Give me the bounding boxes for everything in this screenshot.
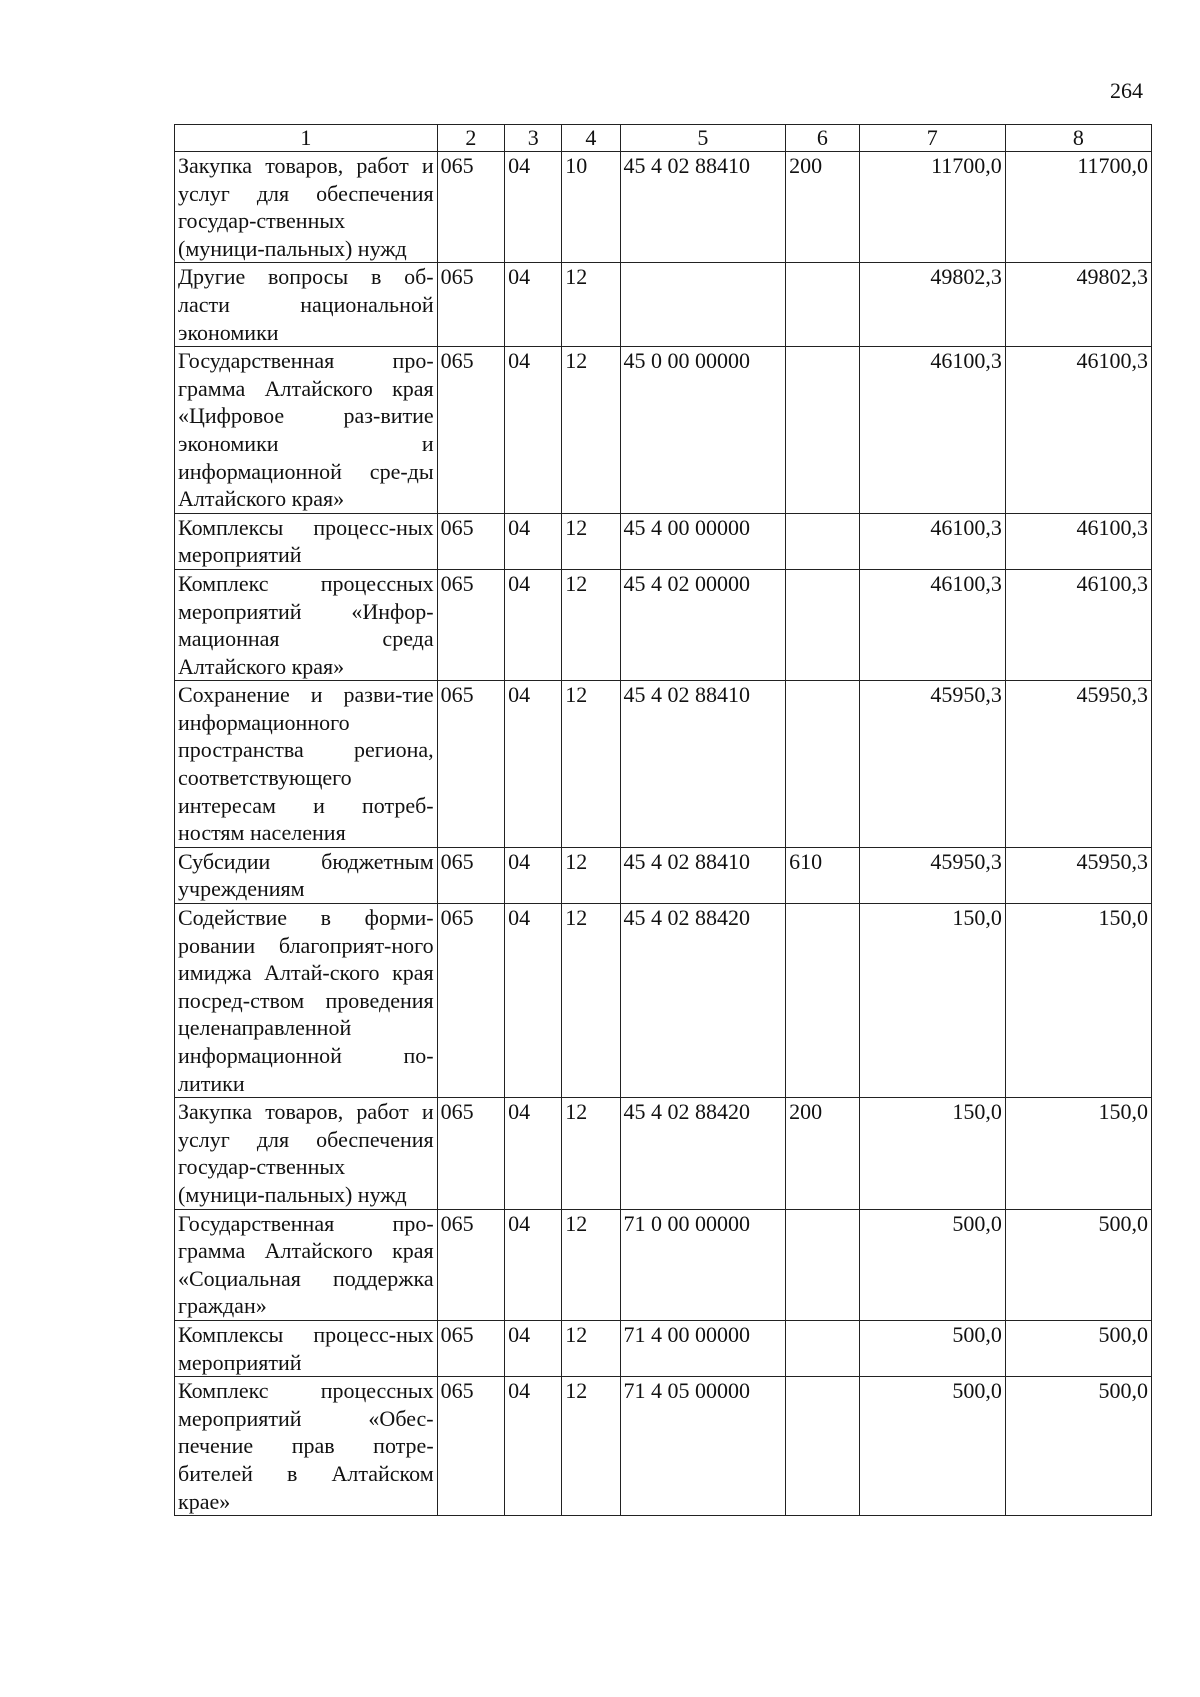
section-code: 04: [505, 1098, 562, 1209]
section-code: 04: [505, 569, 562, 680]
amount-col-7: 45950,3: [859, 847, 1005, 903]
ministry-code: 065: [437, 263, 504, 347]
row-name: Закупка товаров, работ и услуг для обеспечения государ-ственных (муници-пальных) нужд: [175, 1098, 438, 1209]
target-article-code: 45 4 02 88410: [620, 847, 786, 903]
subsection-code: 12: [562, 1098, 620, 1209]
subsection-code: 12: [562, 513, 620, 569]
subsection-code: 12: [562, 1209, 620, 1320]
ministry-code: 065: [437, 1209, 504, 1320]
row-name: Комплекс процессных мероприятий «Обес-печение прав потре-бителей в Алтайском крае»: [175, 1377, 438, 1516]
page-number: 264: [1110, 78, 1143, 103]
amount-col-7: 500,0: [859, 1320, 1005, 1376]
expense-type-code: [786, 347, 860, 514]
ministry-code: 065: [437, 904, 504, 1098]
target-article-code: 45 4 02 88420: [620, 1098, 786, 1209]
subsection-code: 12: [562, 263, 620, 347]
column-header-6: 6: [786, 125, 860, 152]
row-name: Закупка товаров, работ и услуг для обеспечения государ-ственных (муници-пальных) нужд: [175, 152, 438, 263]
row-name: Субсидии бюджетным учреждениям: [175, 847, 438, 903]
column-header-1: 1: [175, 125, 438, 152]
section-code: 04: [505, 1377, 562, 1516]
ministry-code: 065: [437, 847, 504, 903]
amount-col-8: 45950,3: [1005, 681, 1151, 848]
ministry-code: 065: [437, 347, 504, 514]
amount-col-7: 46100,3: [859, 513, 1005, 569]
section-code: 04: [505, 1209, 562, 1320]
ministry-code: 065: [437, 569, 504, 680]
amount-col-8: 45950,3: [1005, 847, 1151, 903]
amount-col-8: 46100,3: [1005, 347, 1151, 514]
subsection-code: 12: [562, 904, 620, 1098]
subsection-code: 12: [562, 569, 620, 680]
table-row: [175, 847, 1152, 903]
column-header-8: 8: [1005, 125, 1151, 152]
table-row: [175, 904, 1152, 1098]
amount-col-8: 150,0: [1005, 1098, 1151, 1209]
table-row: [175, 513, 1152, 569]
target-article-code: [620, 263, 786, 347]
target-article-code: 45 0 00 00000: [620, 347, 786, 514]
section-code: 04: [505, 513, 562, 569]
column-header-2: 2: [437, 125, 504, 152]
subsection-code: 10: [562, 152, 620, 263]
table-row: [175, 1209, 1152, 1320]
expense-type-code: [786, 904, 860, 1098]
section-code: 04: [505, 681, 562, 848]
expense-type-code: [786, 1377, 860, 1516]
table-row: [175, 569, 1152, 680]
table-row: [175, 1377, 1152, 1516]
column-header-5: 5: [620, 125, 786, 152]
row-name: Сохранение и разви-тие информационного пространства региона, соответствующего интересам и потреб-ностям населения: [175, 681, 438, 848]
subsection-code: 12: [562, 1377, 620, 1516]
target-article-code: 45 4 02 00000: [620, 569, 786, 680]
section-code: 04: [505, 347, 562, 514]
expense-type-code: 200: [786, 1098, 860, 1209]
table-row: [175, 263, 1152, 347]
table-row: [175, 152, 1152, 263]
amount-col-7: 11700,0: [859, 152, 1005, 263]
amount-col-7: 45950,3: [859, 681, 1005, 848]
column-header-4: 4: [562, 125, 620, 152]
amount-col-8: 46100,3: [1005, 513, 1151, 569]
target-article-code: 45 4 02 88420: [620, 904, 786, 1098]
amount-col-7: 46100,3: [859, 347, 1005, 514]
section-code: 04: [505, 847, 562, 903]
table-row: [175, 347, 1152, 514]
header-row: [175, 125, 1152, 152]
subsection-code: 12: [562, 681, 620, 848]
column-header-3: 3: [505, 125, 562, 152]
ministry-code: 065: [437, 1320, 504, 1376]
target-article-code: 71 0 00 00000: [620, 1209, 786, 1320]
amount-col-7: 150,0: [859, 1098, 1005, 1209]
amount-col-8: 49802,3: [1005, 263, 1151, 347]
amount-col-8: 500,0: [1005, 1320, 1151, 1376]
subsection-code: 12: [562, 847, 620, 903]
ministry-code: 065: [437, 1377, 504, 1516]
section-code: 04: [505, 1320, 562, 1376]
ministry-code: 065: [437, 681, 504, 848]
expense-type-code: 200: [786, 152, 860, 263]
expense-type-code: [786, 681, 860, 848]
expense-type-code: 610: [786, 847, 860, 903]
expense-type-code: [786, 1209, 860, 1320]
table-row: [175, 1320, 1152, 1376]
section-code: 04: [505, 152, 562, 263]
expense-type-code: [786, 569, 860, 680]
expense-type-code: [786, 1320, 860, 1376]
ministry-code: 065: [437, 1098, 504, 1209]
section-code: 04: [505, 904, 562, 1098]
expense-type-code: [786, 263, 860, 347]
column-header-7: 7: [859, 125, 1005, 152]
ministry-code: 065: [437, 152, 504, 263]
table-row: [175, 1098, 1152, 1209]
ministry-code: 065: [437, 513, 504, 569]
target-article-code: 45 4 02 88410: [620, 152, 786, 263]
row-name: Другие вопросы в об-ласти национальной экономики: [175, 263, 438, 347]
row-name: Государственная про-грамма Алтайского края «Социальная поддержка граждан»: [175, 1209, 438, 1320]
row-name: Государственная про-грамма Алтайского края «Цифровое раз-витие экономики и информационной сре-ды Алтайского края»: [175, 347, 438, 514]
target-article-code: 45 4 02 88410: [620, 681, 786, 848]
target-article-code: 71 4 00 00000: [620, 1320, 786, 1376]
budget-table: [174, 124, 1152, 1516]
target-article-code: 45 4 00 00000: [620, 513, 786, 569]
row-name: Содействие в форми-ровании благоприят-ного имиджа Алтай-ского края посред-ством проведения целенаправленной информационной по-литики: [175, 904, 438, 1098]
amount-col-8: 500,0: [1005, 1209, 1151, 1320]
row-name: Комплексы процесс-ных мероприятий: [175, 513, 438, 569]
amount-col-8: 11700,0: [1005, 152, 1151, 263]
amount-col-7: 46100,3: [859, 569, 1005, 680]
amount-col-7: 150,0: [859, 904, 1005, 1098]
amount-col-7: 500,0: [859, 1209, 1005, 1320]
row-name: Комплекс процессных мероприятий «Инфор-мационная среда Алтайского края»: [175, 569, 438, 680]
subsection-code: 12: [562, 1320, 620, 1376]
section-code: 04: [505, 263, 562, 347]
target-article-code: 71 4 05 00000: [620, 1377, 786, 1516]
table-row: [175, 681, 1152, 848]
amount-col-8: 150,0: [1005, 904, 1151, 1098]
row-name: Комплексы процесс-ных мероприятий: [175, 1320, 438, 1376]
amount-col-8: 46100,3: [1005, 569, 1151, 680]
expense-type-code: [786, 513, 860, 569]
amount-col-8: 500,0: [1005, 1377, 1151, 1516]
subsection-code: 12: [562, 347, 620, 514]
amount-col-7: 49802,3: [859, 263, 1005, 347]
amount-col-7: 500,0: [859, 1377, 1005, 1516]
